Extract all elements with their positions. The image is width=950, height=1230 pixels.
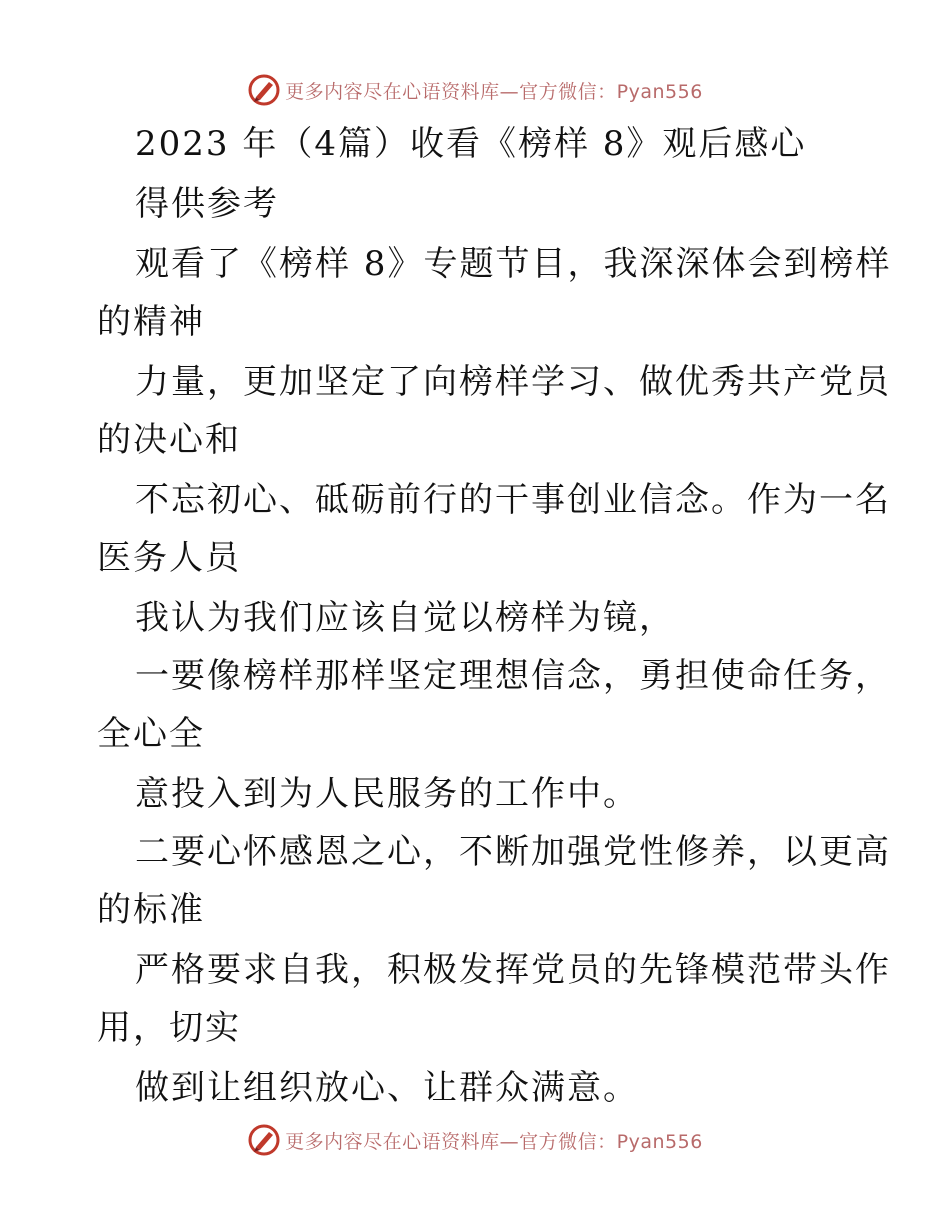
paragraph-line: 的标准	[97, 890, 205, 930]
header-watermark	[0, 70, 950, 110]
watermark-text: 更多内容尽在心语资料库—官方微信：Pyan556	[285, 80, 703, 103]
document-title-line-1: 2023 年（4篇）收看《榜样 8》观后感心	[135, 124, 807, 164]
paragraph-line: 不忘初心、砥砺前行的干事创业信念。作为一名	[135, 480, 891, 520]
paragraph-line: 二要心怀感恩之心，不断加强党性修养，以更高	[135, 832, 891, 872]
pen-circle-logo-icon	[247, 73, 281, 107]
paragraph-line: 做到让组织放心、让群众满意。	[135, 1068, 639, 1108]
paragraph-line: 的精神	[97, 302, 205, 342]
paragraph-line: 观看了《榜样 8》专题节目，我深深体会到榜样	[135, 244, 892, 284]
pen-circle-logo-icon	[247, 1123, 281, 1157]
paragraph-line: 意投入到为人民服务的工作中。	[135, 774, 639, 814]
paragraph-line: 医务人员	[97, 538, 241, 578]
paragraph-line: 严格要求自我，积极发挥党员的先锋模范带头作	[135, 950, 891, 990]
paragraph-line: 一要像榜样那样坚定理想信念，勇担使命任务，	[135, 656, 891, 696]
paragraph-line: 我认为我们应该自觉以榜样为镜，	[135, 598, 675, 638]
watermark-text: 更多内容尽在心语资料库—官方微信：Pyan556	[285, 1130, 703, 1153]
paragraph-line: 的决心和	[97, 420, 241, 460]
paragraph-line: 用，切实	[97, 1008, 241, 1048]
paragraph-line: 全心全	[97, 714, 205, 754]
document-title-line-2: 得供参考	[135, 184, 279, 224]
paragraph-line: 力量，更加坚定了向榜样学习、做优秀共产党员	[135, 362, 891, 402]
footer-watermark	[0, 1120, 950, 1160]
